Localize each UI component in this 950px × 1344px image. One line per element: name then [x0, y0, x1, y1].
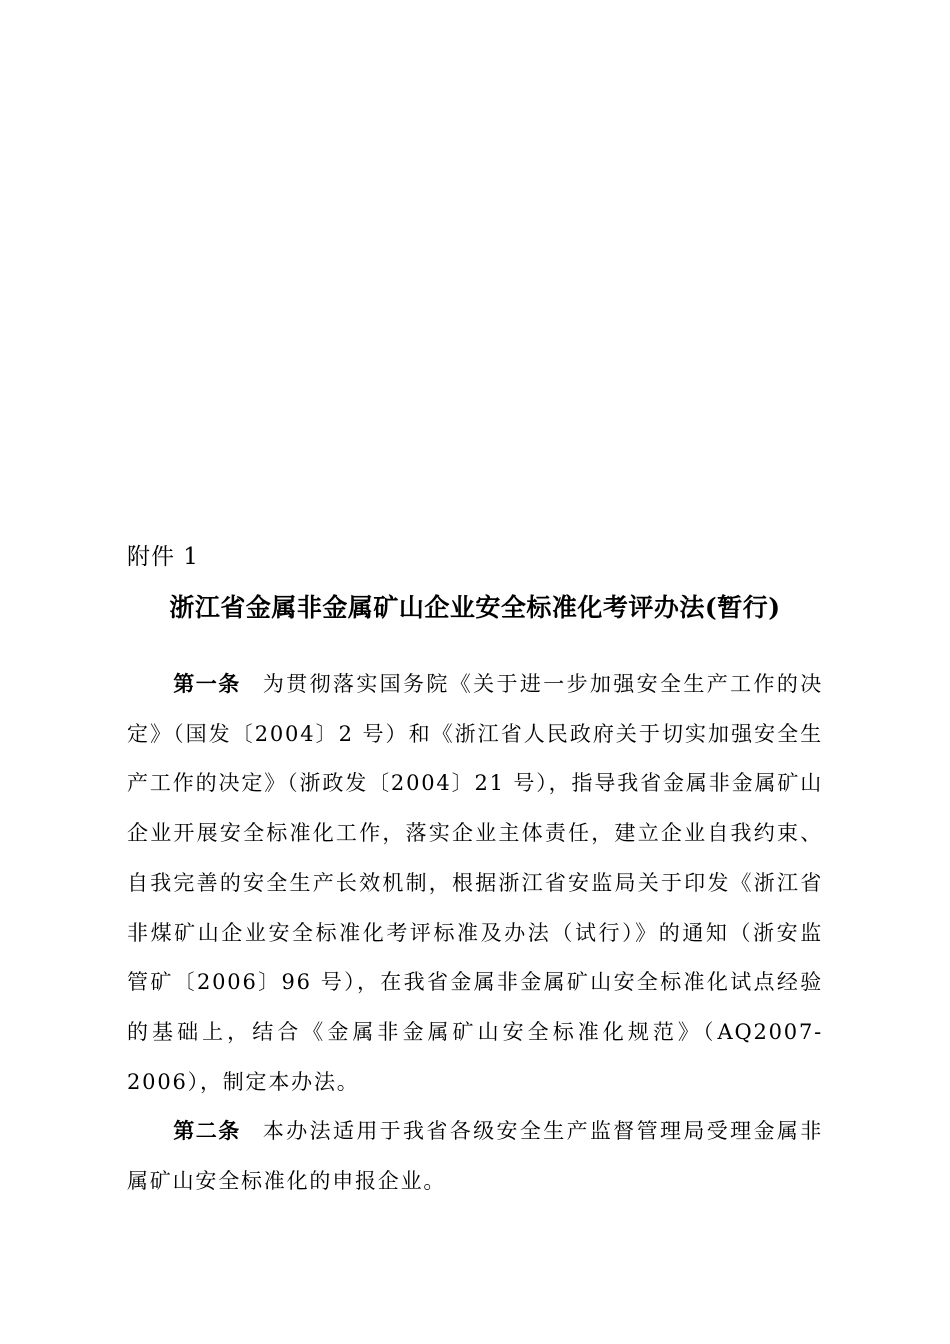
article-1-text: 为贯彻落实国务院《关于进一步加强安全生产工作的决定》（国发〔2004〕2 号）和《浙江省人民政府关于切实加强安全生产工作的决定》（浙政发〔2004〕21 号），指导我省金属非金属矿山企业开展安全标准化工作，落实企业主体责任，建立企业自我约束、自我完善的安全生产长效机制，根据浙江省安监局关于印发《浙江省非煤矿山企业安全标准化考评标准及办法（试行）》的通知（浙安监管矿〔2006〕96 号），在我省金属非金属矿山安全标准化试点经验的基础上，结合《金属非金属矿山安全标准化规范》（AQ2007-2006），制定本办法。 — [127, 672, 823, 1094]
document-title: 浙江省金属非金属矿山企业安全标准化考评办法(暂行) — [169, 593, 781, 622]
article-2 — [127, 1107, 823, 1206]
article-1-label: 第一条 — [173, 672, 241, 696]
attachment-label: 附件 1 — [127, 544, 199, 570]
article-1 — [127, 660, 823, 1107]
article-2-label: 第二条 — [173, 1119, 241, 1143]
article-2-text: 本办法适用于我省各级安全生产监督管理局受理金属非属矿山安全标准化的申报企业。 — [127, 1119, 823, 1193]
